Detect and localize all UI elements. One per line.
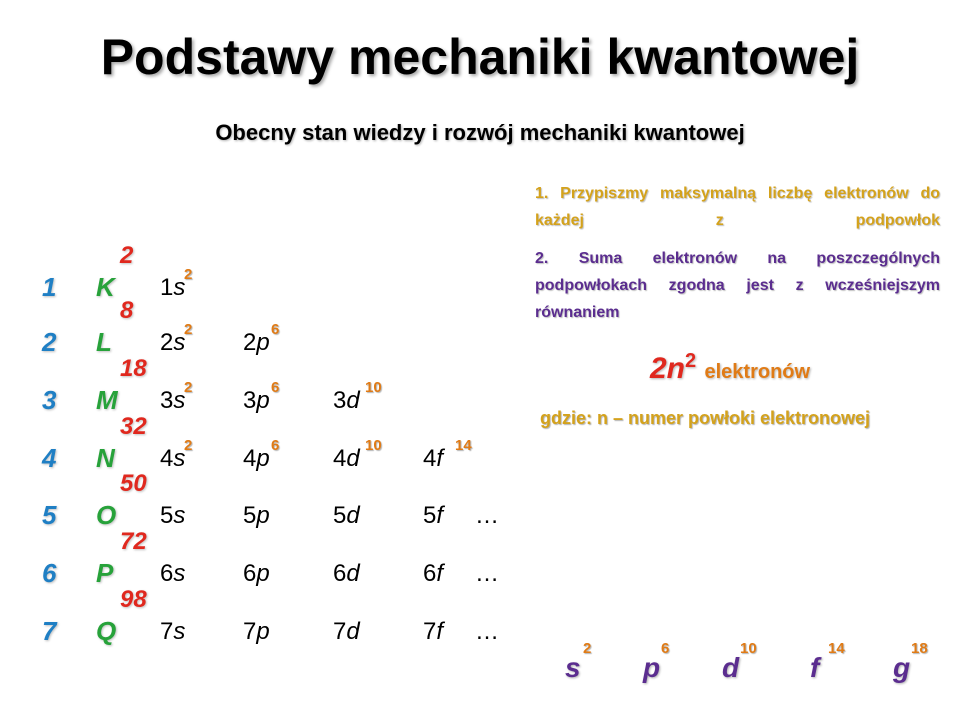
subshell-capacity: 6 xyxy=(271,437,280,454)
shell-number: 2 xyxy=(42,327,57,357)
subshell-capacity: 2 xyxy=(184,379,193,396)
ellipsis: … xyxy=(475,560,499,587)
subshell-label xyxy=(333,445,360,473)
subshell-number: 3 xyxy=(243,387,257,414)
subshell-letter: f xyxy=(436,502,444,529)
subshell-label xyxy=(243,560,270,588)
shell-number: 7 xyxy=(42,616,57,646)
shell-letter: N xyxy=(96,443,115,473)
subshell-letter: s xyxy=(173,445,186,472)
shell-letter: P xyxy=(96,558,114,588)
subshell-number: 5 xyxy=(243,502,257,529)
ellipsis: … xyxy=(475,618,499,645)
legend-letter: f xyxy=(810,652,820,683)
subshell-letter: p xyxy=(256,329,270,356)
subshell-letter: s xyxy=(173,274,186,301)
subshell-capacity: 10 xyxy=(365,379,382,396)
subshell-letter: p xyxy=(256,502,270,529)
subshell-label xyxy=(160,560,185,588)
subshell-number: 3 xyxy=(160,387,174,414)
subshell-capacity: 2 xyxy=(184,266,193,283)
subshell-letter: p xyxy=(256,560,270,587)
subshell-label xyxy=(160,329,185,357)
subshell-letter: s xyxy=(173,560,186,587)
shell-capacity: 98 xyxy=(120,586,147,613)
shell-number: 3 xyxy=(42,385,57,415)
subshell-number: 4 xyxy=(423,445,437,472)
legend-capacity: 6 xyxy=(661,640,670,657)
subshell-label xyxy=(243,329,270,357)
shell-letter: O xyxy=(96,500,117,530)
subshell-letter: p xyxy=(256,445,270,472)
shell-capacity: 32 xyxy=(120,413,147,440)
subshell-letter: d xyxy=(346,445,360,472)
subshell-letter: p xyxy=(256,618,270,645)
subshell-capacity: 2 xyxy=(184,437,193,454)
shell-number: 6 xyxy=(42,558,57,588)
formula-exponent: 2 xyxy=(685,350,697,372)
subshell-letter: d xyxy=(346,387,360,414)
subshell-label xyxy=(423,445,443,473)
subshell-capacity: 6 xyxy=(271,379,280,396)
subshell-letter: s xyxy=(173,329,186,356)
shell-letter: K xyxy=(96,272,115,302)
subshell-label xyxy=(333,502,360,530)
subshell-letter: d xyxy=(346,618,360,645)
subshell-letter: s xyxy=(173,502,186,529)
shell-letter: L xyxy=(96,327,112,357)
subshell-label xyxy=(243,445,270,473)
subshell-label xyxy=(160,618,185,646)
subshell-label xyxy=(423,618,443,646)
shell-capacity: 18 xyxy=(120,355,147,382)
subshell-letter: f xyxy=(436,445,444,472)
shell-capacity: 50 xyxy=(120,470,147,497)
subshell-number: 4 xyxy=(333,445,347,472)
subshell-label xyxy=(160,274,185,302)
subshell-number: 1 xyxy=(160,274,174,301)
subshell-number: 7 xyxy=(160,618,174,645)
subshell-number: 7 xyxy=(333,618,347,645)
legend-capacity: 14 xyxy=(828,640,845,657)
subshell-letter: p xyxy=(256,387,270,414)
shell-capacity: 72 xyxy=(120,528,147,555)
subshell-letter: d xyxy=(346,502,360,529)
subshell-label xyxy=(333,560,360,588)
subshell-number: 5 xyxy=(333,502,347,529)
legend-letter: g xyxy=(893,652,911,683)
formula-unit: elektronów xyxy=(704,361,811,383)
formula-explanation: gdzie: n – numer powłoki elektronowej xyxy=(540,408,871,428)
shell-capacity: 8 xyxy=(120,297,134,324)
subshell-number: 5 xyxy=(423,502,437,529)
legend-letter: s xyxy=(565,652,581,683)
subshell-label xyxy=(160,445,185,473)
subshell-number: 7 xyxy=(243,618,257,645)
ellipsis: … xyxy=(475,502,499,529)
subshell-label xyxy=(243,618,270,646)
legend-letter: d xyxy=(722,652,740,683)
subshell-label xyxy=(160,387,185,415)
shell-letter: Q xyxy=(96,616,117,646)
subshell-label xyxy=(333,618,360,646)
page-subtitle: Obecny stan wiedzy i rozwój mechaniki kwantowej xyxy=(215,120,745,145)
shell-number: 1 xyxy=(42,272,57,302)
shell-number: 5 xyxy=(42,500,57,530)
note-1: 1. Przypiszmy maksymalną liczbę elektronów do każdej z podpowłok xyxy=(535,185,940,229)
formula xyxy=(650,350,810,386)
subshell-number: 6 xyxy=(333,560,347,587)
subshell-number: 2 xyxy=(160,329,174,356)
subshell-label xyxy=(333,387,360,415)
subshell-number: 6 xyxy=(423,560,437,587)
legend-capacity: 10 xyxy=(740,640,757,657)
subshell-label xyxy=(423,502,443,530)
subshell-capacity: 6 xyxy=(271,321,280,338)
subshell-number: 6 xyxy=(160,560,174,587)
subshell-letter: f xyxy=(436,560,444,587)
subshell-number: 3 xyxy=(333,387,347,414)
subshell-letter: f xyxy=(436,618,444,645)
shell-letter: M xyxy=(96,385,118,415)
subshell-capacity: 14 xyxy=(455,437,472,454)
formula-base: 2n xyxy=(650,352,686,385)
subshell-number: 4 xyxy=(160,445,174,472)
note-2: 2. Suma elektronów na poszczególnych podpowłokach zgodna jest z wcześniejszym równaniem xyxy=(535,250,940,321)
subshell-capacity: 2 xyxy=(184,321,193,338)
subshell-letter: s xyxy=(173,387,186,414)
subshell-label xyxy=(243,387,270,415)
subshell-label xyxy=(423,560,443,588)
legend-letter: p xyxy=(643,652,661,683)
subshell-number: 6 xyxy=(243,560,257,587)
shell-number: 4 xyxy=(42,443,57,473)
legend-capacity: 18 xyxy=(911,640,928,657)
subshell-label xyxy=(160,502,185,530)
subshell-label xyxy=(243,502,270,530)
subshell-letter: s xyxy=(173,618,186,645)
subshell-letter: d xyxy=(346,560,360,587)
shell-capacity: 2 xyxy=(120,242,134,269)
subshell-number: 7 xyxy=(423,618,437,645)
subshell-number: 4 xyxy=(243,445,257,472)
subshell-number: 5 xyxy=(160,502,174,529)
page-title: Podstawy mechaniki kwantowej xyxy=(100,29,860,85)
legend-capacity: 2 xyxy=(583,640,592,657)
subshell-capacity: 10 xyxy=(365,437,382,454)
subshell-number: 2 xyxy=(243,329,257,356)
